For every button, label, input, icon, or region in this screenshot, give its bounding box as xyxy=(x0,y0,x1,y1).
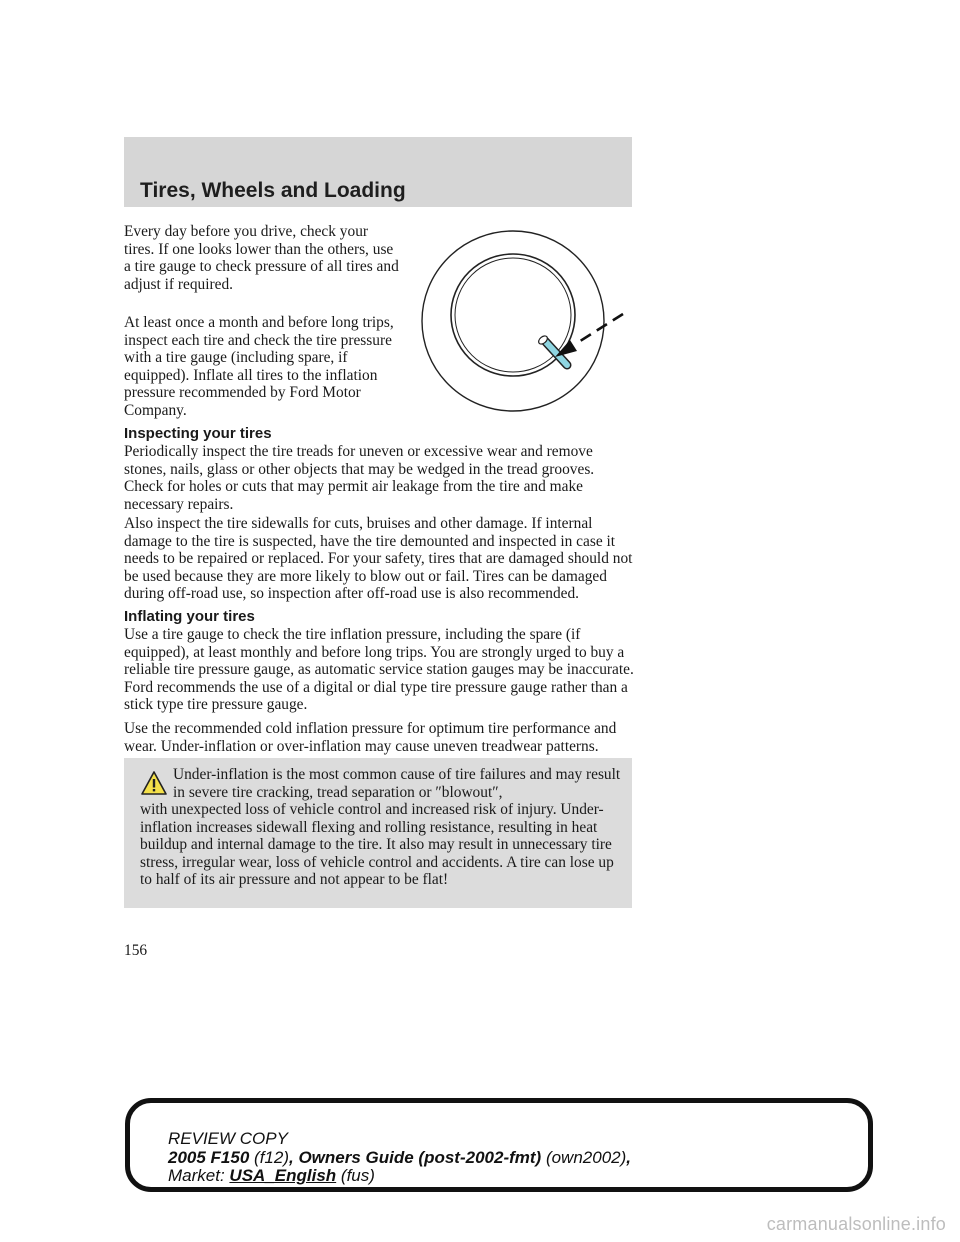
footer-review-copy: REVIEW COPY xyxy=(168,1129,288,1148)
tire-valve-stem-illustration xyxy=(405,222,635,417)
watermark-text: carmanualsonline.info xyxy=(766,1214,946,1234)
intro-paragraph-1: Every day before you drive, check your tires. If one looks lower than the others, use a tire gauge to check pressure of all tires and adjust if required. xyxy=(124,223,399,293)
footer-model-code: (f12) xyxy=(254,1148,289,1167)
section-title: Tires, Wheels and Loading xyxy=(140,179,406,202)
warning-triangle-icon xyxy=(140,770,168,796)
footer-market-label: Market: xyxy=(168,1166,225,1185)
review-copy-footer xyxy=(125,1098,873,1192)
watermark-strip xyxy=(0,1196,960,1242)
intro-paragraph-2: At least once a month and before long trips, inspect each tire and check the tire pressure with a tire gauge (including spare, if equipped). Inflate all tires to the inflation pressure recommended by Ford Motor Company. xyxy=(124,314,394,419)
footer-guide: , Owners Guide (post-2002-fmt) xyxy=(289,1148,542,1167)
heading-inspecting: Inspecting your tires xyxy=(124,425,272,442)
footer-guide-code: (own2002) xyxy=(545,1148,627,1167)
footer-model: 2005 F150 xyxy=(168,1148,250,1167)
inflating-paragraph-1: Use a tire gauge to check the tire inflation pressure, including the spare (if equipped), at least monthly and before long trips. You are strongly urged to buy a reliable tire pressure gauge, as automatic service station gauges may be inaccurate. Ford recommends the use of a digital or dial type tire pressure gauge rather than a stick type tire pressure gauge. xyxy=(124,626,634,714)
inspecting-paragraph-2: Also inspect the tire sidewalls for cuts, bruises and other damage. If internal damage to the tire is suspected, have the tire demounted and inspected in case it needs to be repaired or replaced. For your safety, tires that are damaged should not be used because they are more likely to blow out or fail. Tires can be damaged during off-road use, so inspection after off-road use is also recommended. xyxy=(124,515,633,603)
section-header xyxy=(124,137,632,207)
footer-comma: , xyxy=(626,1148,631,1167)
footer-model-line xyxy=(168,1148,631,1168)
footer-market: USA_English xyxy=(229,1166,337,1185)
footer-market-line xyxy=(168,1166,375,1186)
inspecting-paragraph-1: Periodically inspect the tire treads for uneven or excessive wear and remove stones, nails, glass or other objects that may be wedged in the tread grooves. Check for holes or cuts that may permit air leakage from the tire and make necessary repairs. xyxy=(124,443,595,513)
footer-market-code: (fus) xyxy=(340,1166,375,1185)
page-number: 156 xyxy=(124,942,148,959)
heading-inflating: Inflating your tires xyxy=(124,608,255,625)
warning-text: with unexpected loss of vehicle control and increased risk of injury. Under-inflation increases sidewall flexing and rolling resistance, resulting in heat buildup and internal damage to the tire. It also may result in unnecessary tire stress, irregular wear, loss of vehicle control and accidents. A tire can lose up to half of its air pressure and not appear to be flat! xyxy=(140,801,614,889)
warning-text-start: Under-inflation is the most common cause of tire failures and may result in severe tire cracking, tread separation or ″blowout″, xyxy=(173,766,621,801)
inflating-paragraph-2: Use the recommended cold inflation pressure for optimum tire performance and wear. Under-inflation or over-inflation may cause uneven treadwear patterns. xyxy=(124,720,617,755)
warning-box xyxy=(124,758,632,908)
